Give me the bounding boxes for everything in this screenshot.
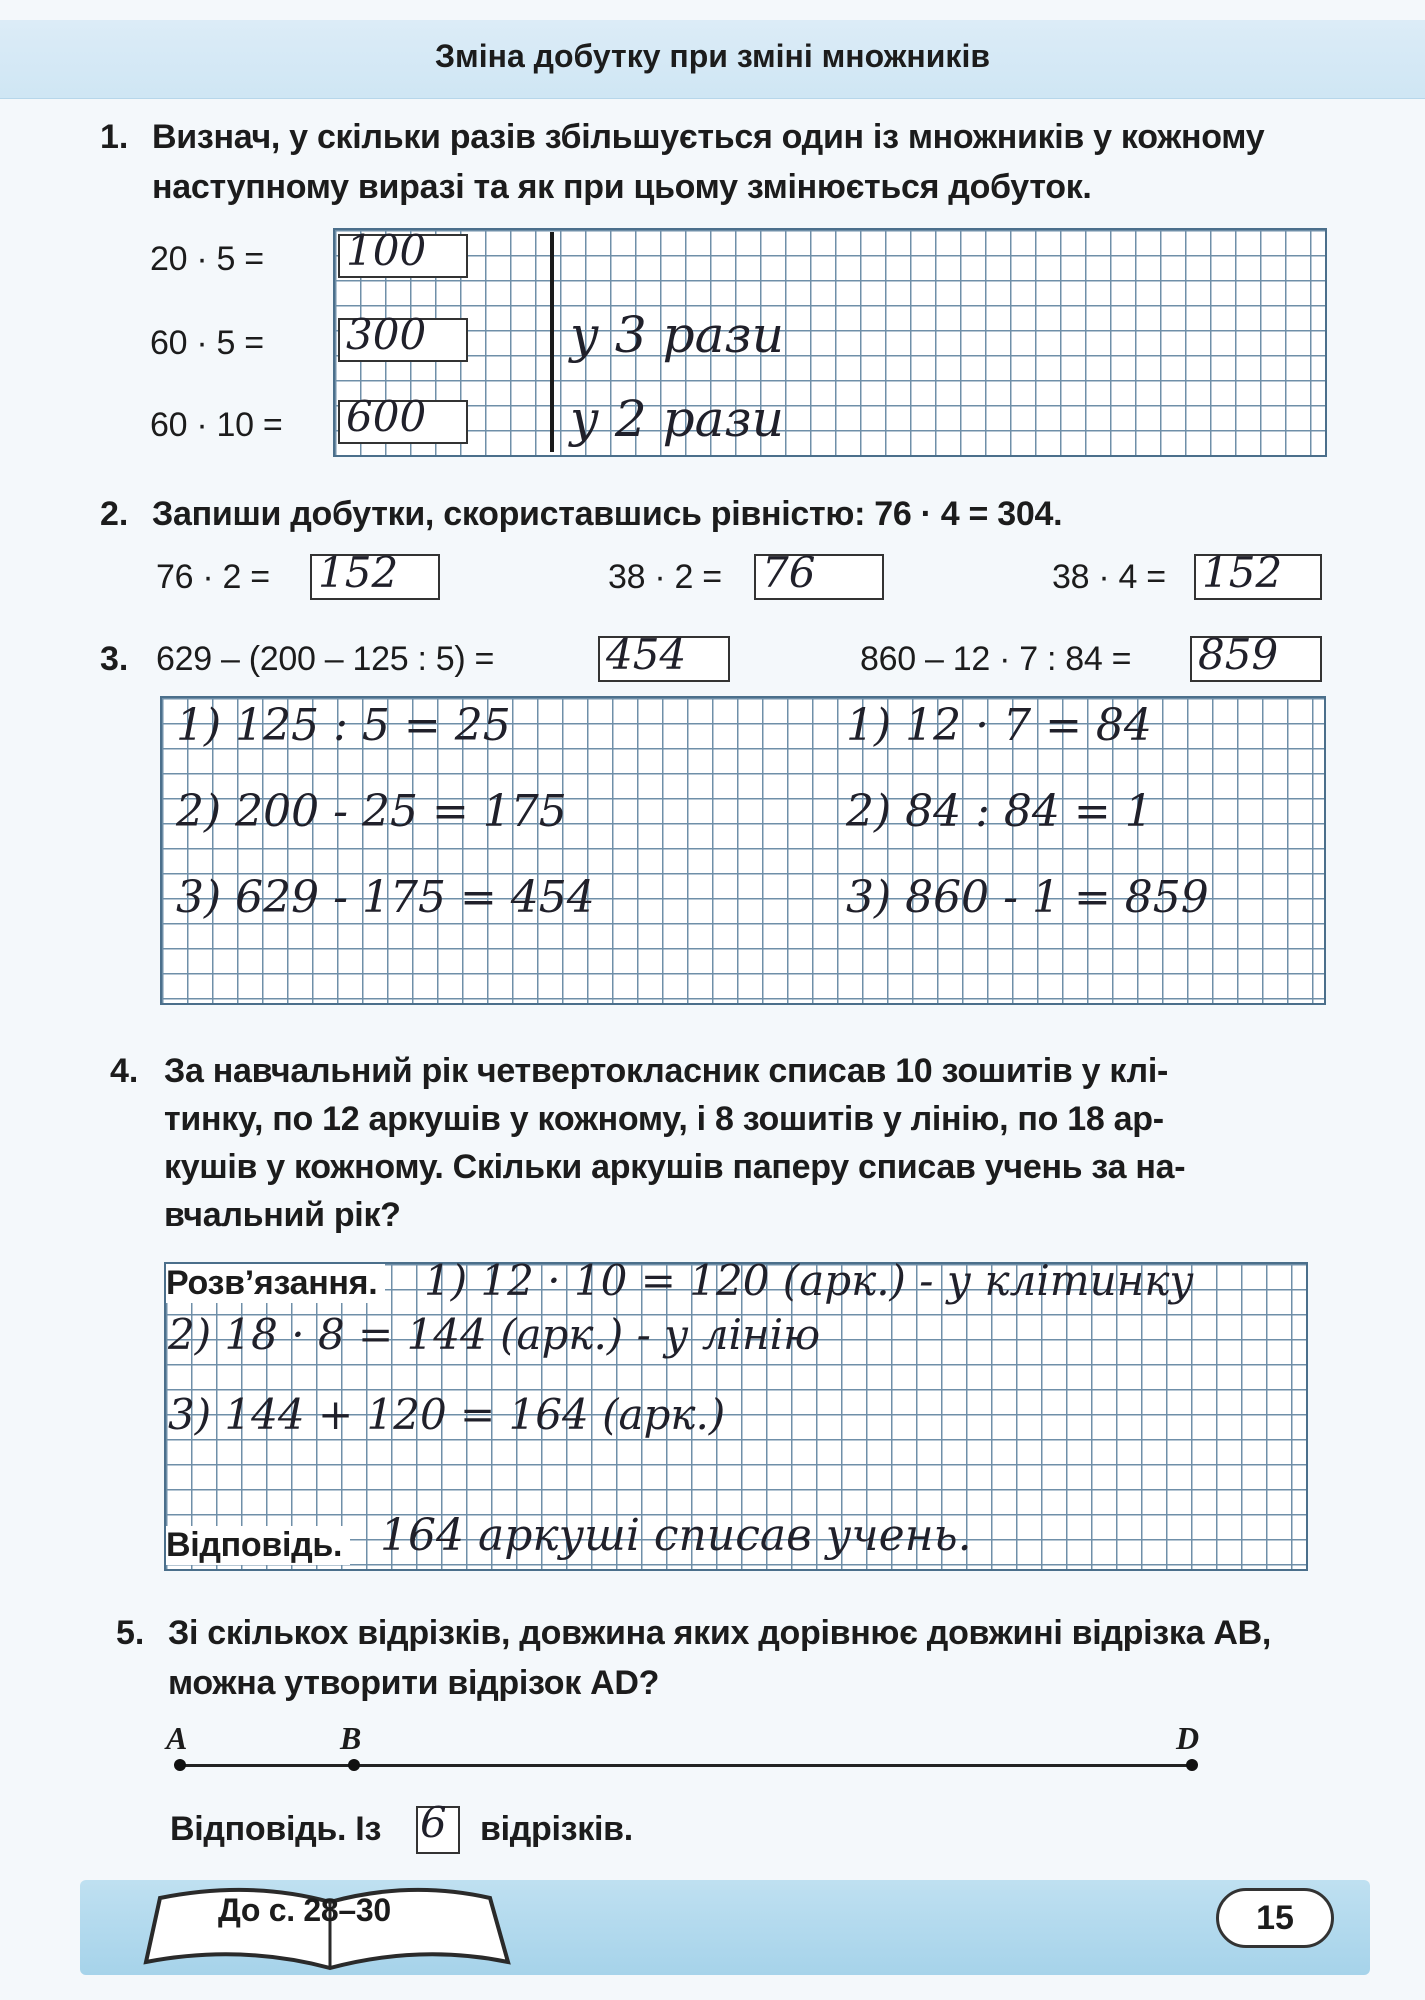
task1-number: 1. <box>100 118 129 156</box>
task5-answer-suffix: відрізків. <box>480 1810 633 1848</box>
task1-grid <box>333 228 1327 457</box>
task4-text-line3: кушів у кожному. Скільки аркушів паперу списав учень за на- <box>164 1148 1186 1186</box>
task1-row3-note: у 2 рази <box>570 390 784 448</box>
task5-text-line2: можна утворити відрізок AD? <box>168 1664 660 1702</box>
task4-text-line2: тинку, по 12 аркушів у кожному, і 8 зошитів у лінію, по 18 ар- <box>164 1100 1164 1138</box>
point-a <box>174 1759 186 1771</box>
task3-left-step3: 3) 629 - 175 = 454 <box>176 872 595 923</box>
task3-right-step1: 1) 12 · 7 = 84 <box>846 700 1152 751</box>
task5-answer-prefix: Відповідь. Із <box>170 1810 382 1848</box>
task4-answer-text: 164 аркуші списав учень. <box>380 1510 972 1561</box>
task5-number: 5. <box>116 1614 145 1652</box>
task5-text-line1: Зі скількох відрізків, довжина яких дорівнює довжині відрізка AB, <box>168 1614 1271 1652</box>
point-d <box>1186 1759 1198 1771</box>
task3-left-step1: 1) 125 : 5 = 25 <box>176 700 511 751</box>
task1-row2-answer: 300 <box>346 310 427 359</box>
task2-item1-answer: 152 <box>318 548 399 597</box>
task4-solution-line3: 3) 144 + 120 = 164 (арк.) <box>168 1390 726 1439</box>
task3-right-step2: 2) 84 : 84 = 1 <box>846 786 1153 837</box>
task1-row3-expr: 60 · 10 = <box>150 406 283 444</box>
task1-row2-expr: 60 · 5 = <box>150 324 264 362</box>
task2-item3-expr: 38 · 4 = <box>1052 558 1166 596</box>
task2-item1-expr: 76 · 2 = <box>156 558 270 596</box>
task2-text: Запиши добутки, скориставшись рівністю: 76 · 4 = 304. <box>152 495 1063 533</box>
task4-solution-line2: 2) 18 · 8 = 144 (арк.) - у лінію <box>168 1310 821 1359</box>
task4-solution-line1: 1) 12 · 10 = 120 (арк.) - у клітинку <box>424 1256 1194 1305</box>
page-title: Зміна добутку при зміні множників <box>435 38 990 74</box>
task3-right-step3: 3) 860 - 1 = 859 <box>846 872 1209 923</box>
page-number: 15 <box>1216 1888 1334 1948</box>
task5-answer-value: 6 <box>420 1798 447 1847</box>
point-b-label: B <box>340 1720 362 1756</box>
task4-answer-label: Відповідь. <box>166 1526 350 1565</box>
task1-row1-answer: 100 <box>346 226 427 275</box>
segment-ad <box>180 1764 1190 1767</box>
point-b <box>348 1759 360 1771</box>
task4-number: 4. <box>110 1052 139 1090</box>
task2-item2-expr: 38 · 2 = <box>608 558 722 596</box>
point-a-label: A <box>166 1720 188 1756</box>
task1-row1-expr: 20 · 5 = <box>150 240 264 278</box>
task3-answer-left: 454 <box>606 630 687 679</box>
task3-expr-right: 860 – 12 · 7 : 84 = <box>860 640 1132 678</box>
task4-text-line1: За навчальний рік четвертокласник списав 10 зошитів у клі- <box>164 1052 1169 1090</box>
task2-item2-answer: 76 <box>762 548 816 597</box>
task3-expr-left: 629 – (200 – 125 : 5) = <box>156 640 495 678</box>
task1-row3-answer: 600 <box>346 392 427 441</box>
point-d-label: D <box>1176 1720 1200 1756</box>
task2-number: 2. <box>100 495 129 533</box>
task1-divider <box>550 232 554 452</box>
task1-text-line1: Визнач, у скільки разів збільшується один із множників у кожному <box>152 118 1265 156</box>
task1-text-line2: наступному виразі та як при цьому змінюється добуток. <box>152 168 1092 206</box>
task3-left-step2: 2) 200 - 25 = 175 <box>176 786 567 837</box>
task2-item3-answer: 152 <box>1202 548 1283 597</box>
task3-number: 3. <box>100 640 129 678</box>
task4-solution-label: Розв’язання. <box>166 1264 385 1303</box>
task4-text-line4: вчальний рік? <box>164 1196 401 1234</box>
task1-row2-note: у 3 рази <box>570 306 784 364</box>
footer-reference: До с. 28–30 <box>218 1892 391 1928</box>
task3-answer-right: 859 <box>1198 630 1279 679</box>
